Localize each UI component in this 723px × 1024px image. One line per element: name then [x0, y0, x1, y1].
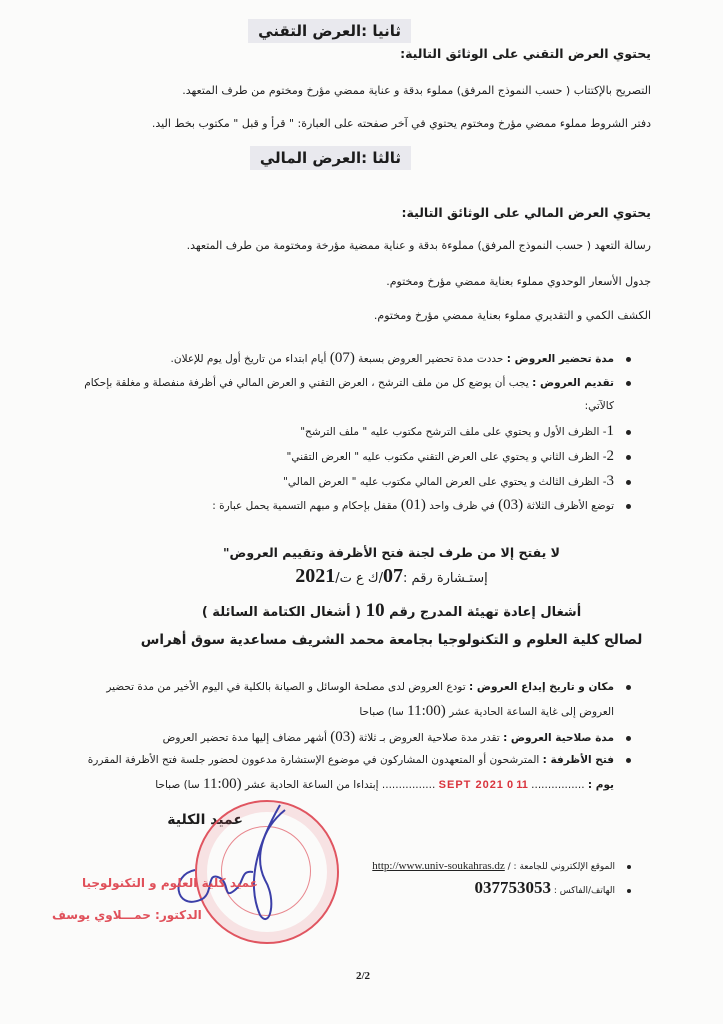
submit-offers-continued: كالآتي: — [584, 400, 614, 412]
stamp-name-line: الدكتور: حمـــلاوي يوسف — [52, 908, 202, 922]
beneficiary-line: لصالح كلية العلوم و التكنولوجيا بجامعة محمد الشريف مساعدية سوق أهراس — [140, 632, 643, 648]
envelope-item-2: 2- الظرف الثاني و يحتوي على العرض التقني مكتوب عليه " العرض التقني" — [287, 448, 631, 465]
bullet-icon — [626, 430, 631, 435]
bullet-icon — [626, 381, 631, 386]
envelope-item-1: 1- الظرف الأول و يحتوي على ملف الترشح مكتوب عليه " ملف الترشح" — [300, 423, 631, 440]
bullet-icon — [626, 736, 631, 741]
deposit-place-continued: العروض إلى غاية الساعة الحادية عشر (11:00 سا) صباحا — [359, 703, 614, 719]
consultation-number: إستـشارة رقم :07/ك ع ت/2021 — [295, 565, 488, 587]
envelope-label-line1: لا يفتح إلا من طرف لجنة فتح الأظرفة وتقييم العروض" — [223, 545, 560, 560]
university-website-link[interactable]: http://www.univ-soukahras.dz — [372, 860, 505, 872]
financial-offer-item-1: رسالة التعهد ( حسب النموذج المرفق) مملوءة بدقة و عناية ممضية مؤرخة ومختومة من طرف المتعهد. — [186, 239, 651, 252]
bullet-opening: فتح الأظرفة : المترشحون أو المتعهدون المشاركون في موضوع الإستشارة مدعوون لحضور جلسة فتح الأظرفة المقررة — [88, 754, 631, 766]
bullet-prep-duration: مدة تحضير العروض : حددت مدة تحضير العروض بسبعة (07) أيام ابتداء من تاريخ أول يوم للإعلان. — [171, 350, 631, 367]
stamp-dean-line: عميد كلية العلوم و التكنولوجيا — [82, 876, 258, 890]
dean-title: عميد الكلية — [167, 812, 243, 828]
bullet-validity: مدة صلاحية العروض : تقدر مدة صلاحية العروض بـ ثلاثة (03) أشهر مضاف إليها مدة تحضير العروض — [163, 729, 631, 746]
phone-number: 037753053 — [474, 878, 551, 897]
contact-phone-row: الهاتف/الفاكس : 037753053 — [474, 878, 631, 898]
bullet-icon — [626, 504, 631, 509]
bullet-icon — [627, 889, 631, 893]
financial-offer-item-2: جدول الأسعار الوحدوي مملوء بعناية ممضي مؤرخ ومختوم. — [386, 275, 651, 288]
financial-offer-heading: ثالثا :العرض المالي — [250, 146, 411, 170]
date-stamp: 11 0 SEPT 2021 — [438, 779, 528, 791]
financial-offer-intro: يحتوي العرض المالي على الوثائق التالية: — [401, 205, 651, 220]
envelope-item-3: 3- الظرف الثالث و يحتوي على العرض المالي مكتوب عليه " العرض المالي" — [283, 473, 631, 490]
bullet-single-envelope: توضع الأظرف الثلاثة (03) في ظرف واحد (01) مقفل بإحكام و مبهم التسمية يحمل عبارة : — [212, 497, 631, 514]
technical-offer-heading: ثانيا :العرض التقني — [248, 19, 411, 43]
works-title: أشغال إعادة تهيئة المدرج رقم 10 ( أشغال الكتامة السائلة ) — [201, 600, 582, 621]
technical-offer-intro: يحتوي العرض التقني على الوثائق التالية: — [400, 46, 651, 61]
bullet-icon — [626, 455, 631, 460]
page-number: 2/2 — [356, 970, 371, 982]
bullet-icon — [626, 480, 631, 485]
opening-continued: يوم : ................ 11 0 SEPT 2021 ................ إبتداءا من الساعة الحادية عشر (11:00 سا) صباحا — [155, 776, 614, 792]
bullet-icon — [627, 865, 631, 869]
bullet-icon — [626, 758, 631, 763]
bullet-deposit-place: مكان و تاريخ إيداع العروض : تودع العروض لدى مصلحة الوسائل و الصيانة بالكلية في اليوم الأخير من مدة تحضير — [106, 681, 631, 693]
technical-offer-item-2: دفتر الشروط مملوء ممضي مؤرخ ومختوم يحتوي في آخر صفحته على العبارة: " قرأ و قبل " مكتوب بخط اليد. — [151, 117, 651, 130]
contact-website-row: الموقع الإلكتروني للجامعة : / http://www.univ-soukahras.dz — [372, 860, 631, 872]
bullet-icon — [626, 685, 631, 690]
bullet-icon — [626, 357, 631, 362]
technical-offer-item-1: التصريح بالإكتتاب ( حسب النموذج المرفق) مملوء بدقة و عناية ممضي مؤرخ ومختوم من طرف المتعهد. — [182, 84, 651, 97]
financial-offer-item-3: الكشف الكمي و التقديري مملوء بعناية ممضي مؤرخ ومختوم. — [373, 309, 651, 322]
bullet-submit-offers: تقديم العروض : يجب أن يوضع كل من ملف الترشح ، العرض التقني و العرض المالي في أظرفة منفصلة و مغلقة بإحكام — [84, 377, 631, 389]
